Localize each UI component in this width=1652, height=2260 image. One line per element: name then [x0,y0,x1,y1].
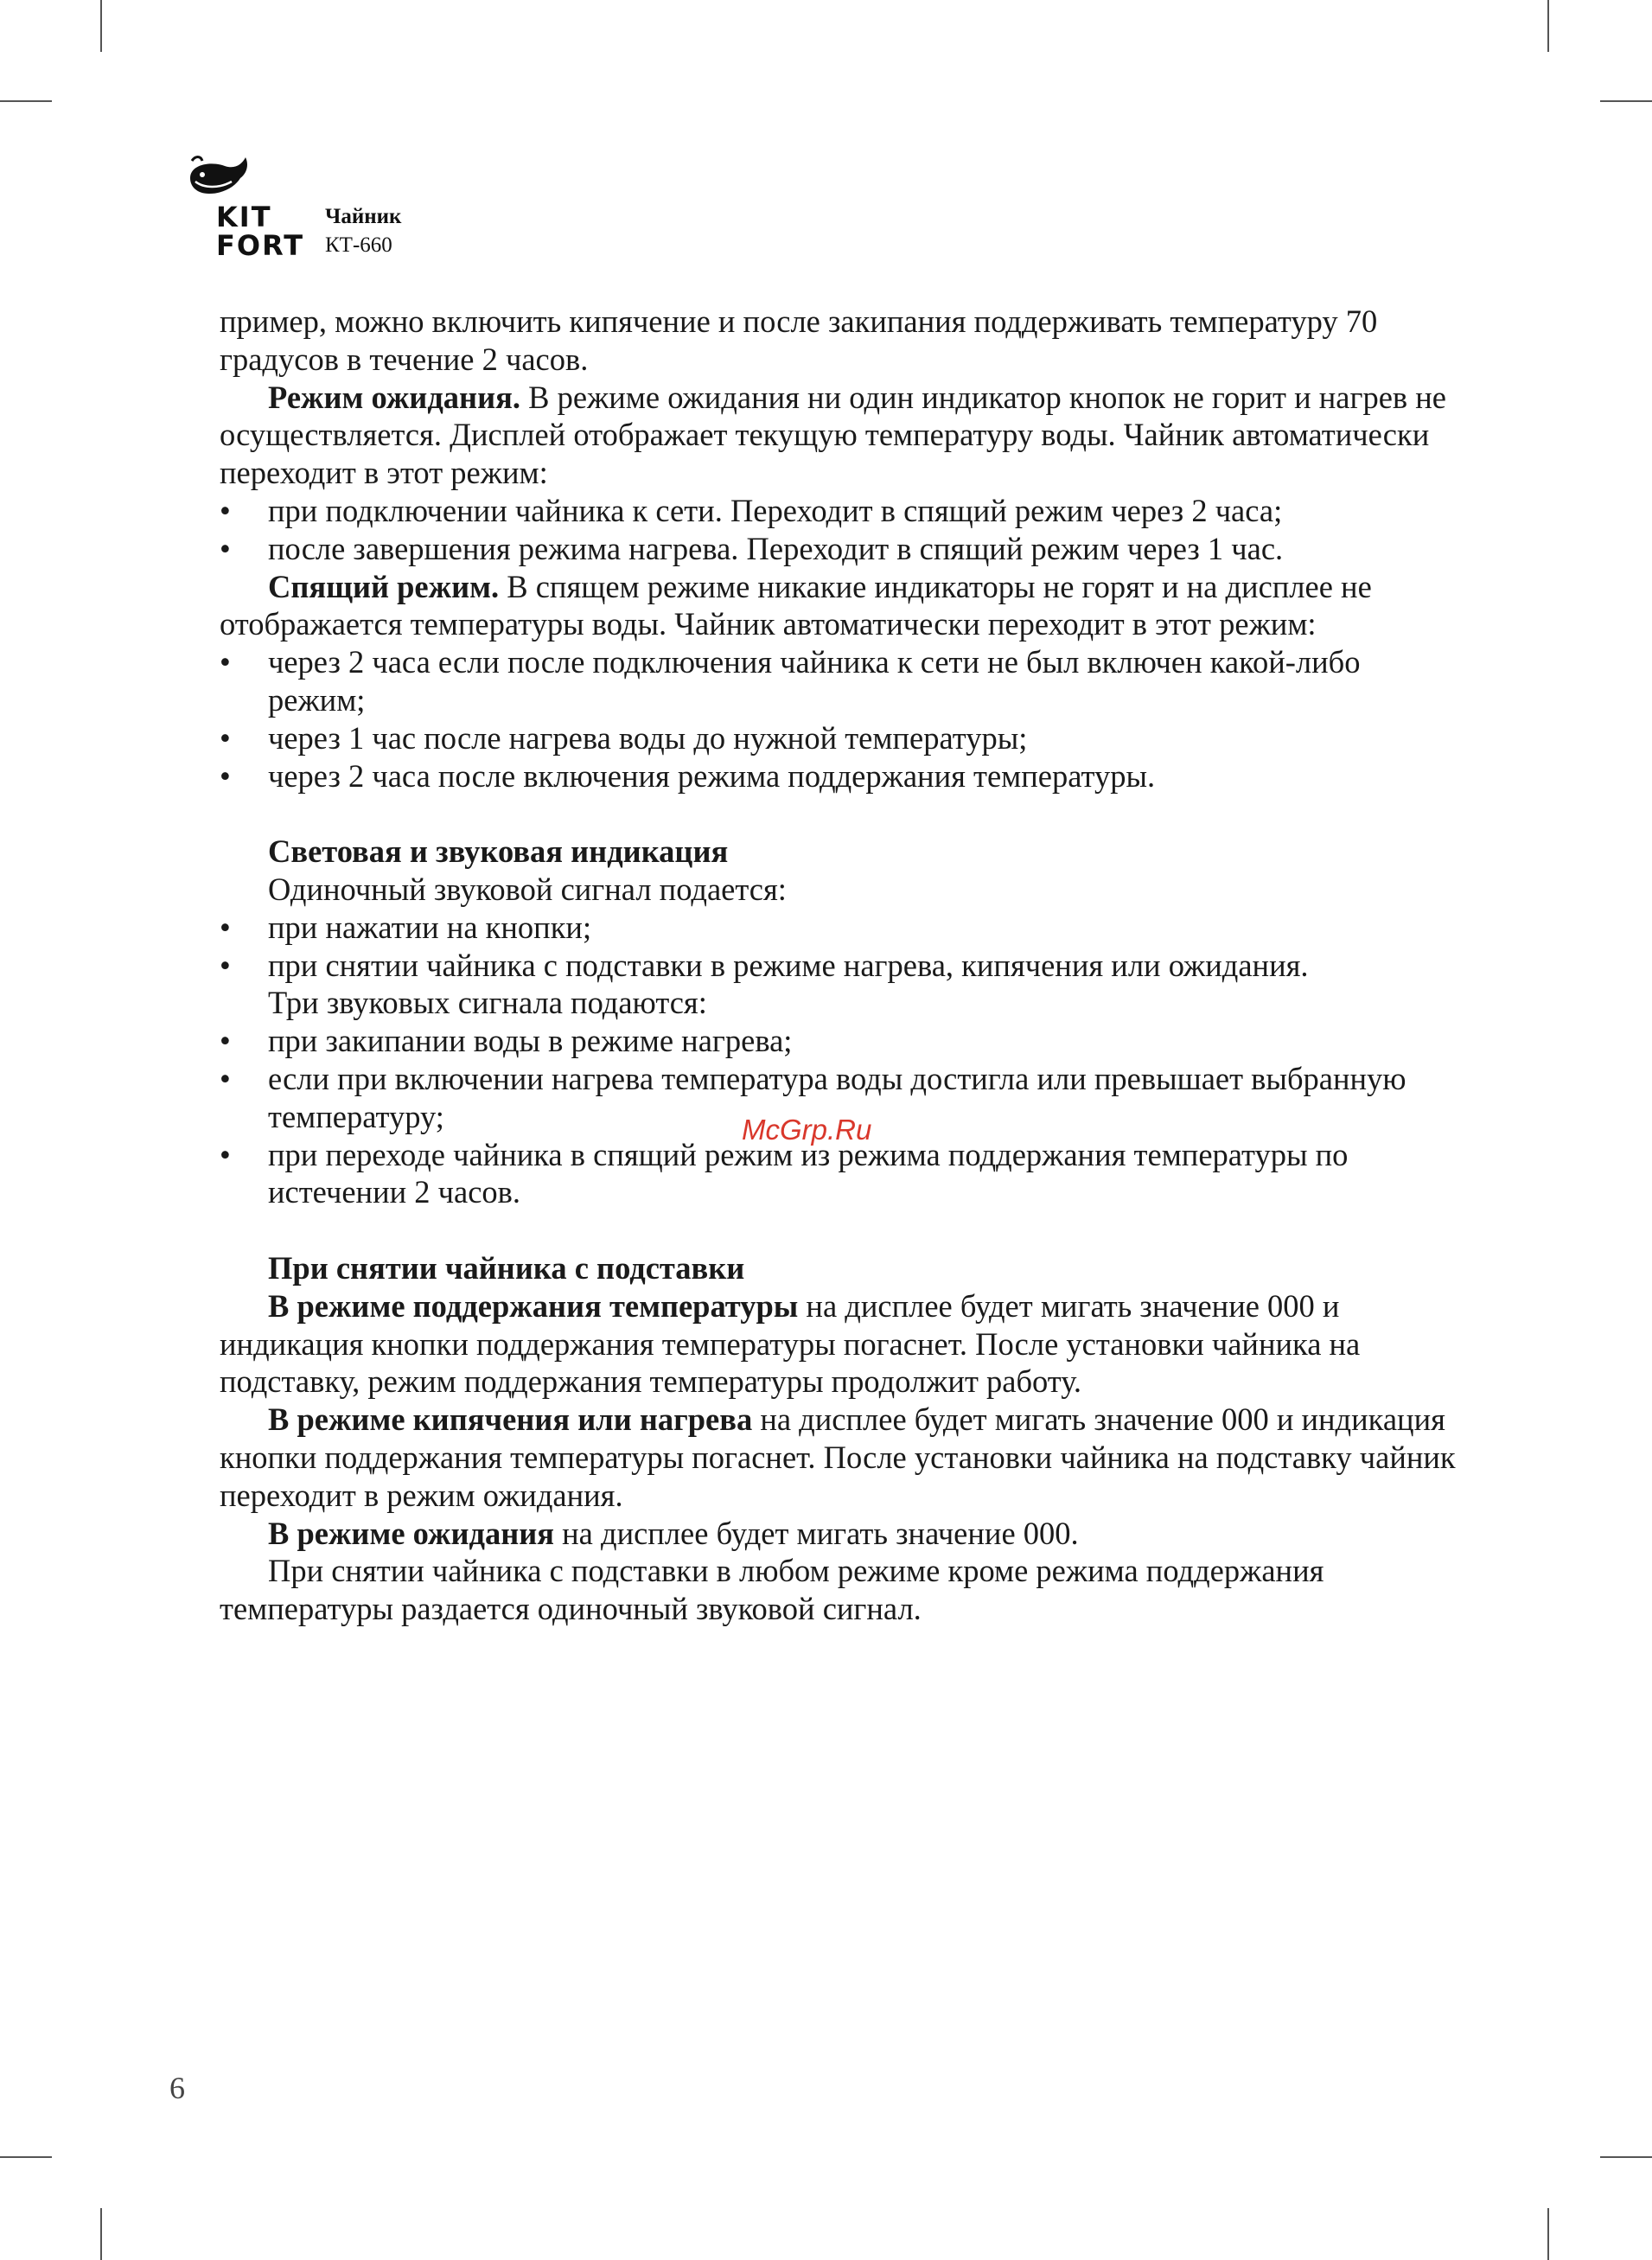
page-number: 6 [169,2071,185,2105]
triple-signal-intro: Три звуковых сигнала подаются: [268,985,707,1021]
crop-mark [1547,2208,1549,2260]
standby-list [220,492,1457,568]
sleep-list [220,643,1457,795]
removal-final-paragraph: При снятии чайника с подставки в любом режиме кроме режима поддержания температуры раздается одиночный звуковой сигнал. [220,1553,1324,1627]
standby-paragraph [220,379,1457,492]
crop-mark [0,2156,52,2158]
product-title: Чайник [325,205,402,228]
crop-mark [1600,2156,1652,2158]
crop-mark [100,2208,102,2260]
single-signal-intro: Одиночный звуковой сигнал подается: [268,871,787,907]
list-item: • при закипании воды в режиме нагрева; [220,1022,1457,1060]
crop-mark [1547,0,1549,52]
crop-mark [100,0,102,52]
crop-mark [0,100,52,102]
sleep-text: В спящем режиме никакие индикаторы не горят и на дисплее не отображается температуры воды. Чайник автоматически переходит в этот режим: [220,568,1372,642]
indication-heading: Световая и звуковая индикация [268,833,729,870]
standby-title: Режим ожидания. [268,379,520,415]
brand-logo-text: KIT FORT [216,201,305,262]
removal-boil-paragraph: В режиме кипячения или нагрева на дисплее будет мигать значение 000 и индикация кнопки поддержания температуры погаснет. После установки чайника на подставку чайник переходит в режим ожидания. [220,1401,1456,1513]
sleep-paragraph [220,568,1457,644]
list-item: • после завершения режима нагрева. Переходит в спящий режим через 1 час. [220,530,1457,568]
intro-paragraph: пример, можно включить кипячение и после закипания поддерживать температуру 70 градусов в течение 2 часов. [220,303,1378,377]
list-item: • через 2 часа после включения режима поддержания температуры. [220,757,1457,795]
list-item: • при снятии чайника с подставки в режиме нагрева, кипячения или ожидания. [220,947,1457,985]
removal-standby-paragraph: В режиме ожидания на дисплее будет мигать значение 000. [268,1515,1079,1551]
list-item: • при подключении чайника к сети. Переходит в спящий режим через 2 часа; [220,492,1457,530]
list-item: • при переходе чайника в спящий режим из режима поддержания температуры по истечении 2 часов. [220,1136,1457,1212]
single-signal-list [220,909,1457,985]
kitfort-whale-logo-icon [185,152,254,204]
sleep-title: Спящий режим. [268,568,500,604]
crop-mark [1600,100,1652,102]
list-item: • через 1 час после нагрева воды до нужной температуры; [220,719,1457,757]
product-model: КТ-660 [325,233,392,257]
list-item: • при нажатии на кнопки; [220,909,1457,947]
instruction-body [220,303,1457,1628]
standby-text: В режиме ожидания ни один индикатор кнопок не горит и нагрев не осуществляется. Дисплей отображает текущую температуру воды. Чайник автоматически переходит в этот режим: [220,379,1446,491]
removal-keep-paragraph: В режиме поддержания температуры на дисплее будет мигать значение 000 и индикация кнопки поддержания температуры погаснет. После установки чайника на подставку, режим поддержания температуры продолжит работу. [220,1287,1361,1400]
watermark: McGrp.Ru [742,1114,872,1146]
removal-heading: При снятии чайника с подставки [268,1249,745,1286]
list-item: • через 2 часа если после подключения чайника к сети не был включен какой-либо режим; [220,643,1457,719]
list-item: • если при включении нагрева температура воды достигла или превышает выбранную температуру; [220,1060,1457,1136]
